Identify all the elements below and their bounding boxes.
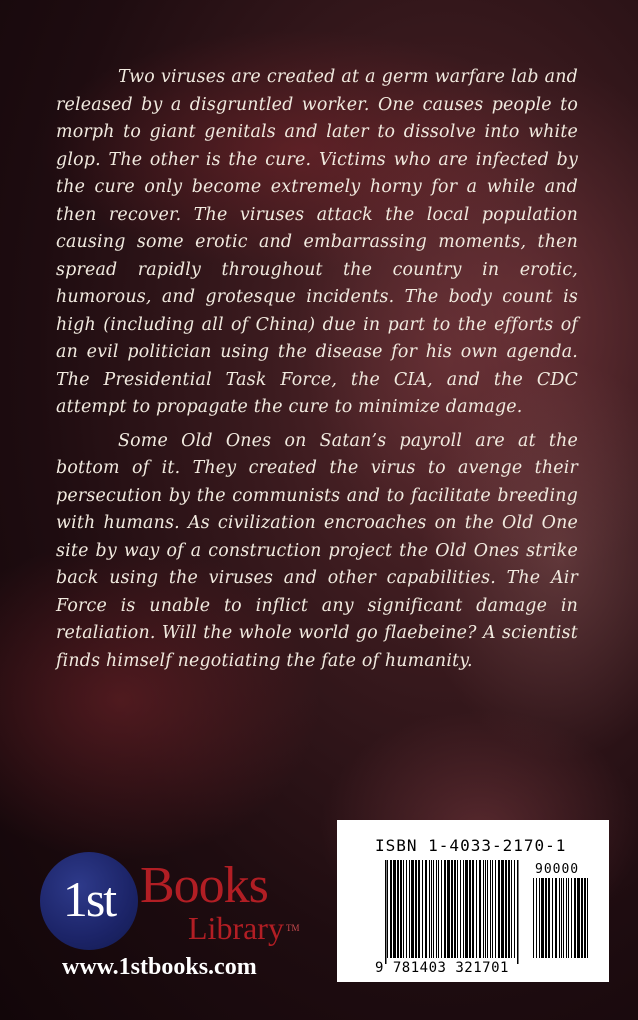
barcode-bar	[393, 860, 396, 958]
barcode-bar	[472, 860, 474, 958]
barcode-panel	[337, 820, 609, 982]
barcode-bar	[447, 860, 450, 958]
barcode-bar	[469, 860, 471, 958]
barcode-bar	[561, 878, 562, 958]
barcode-bar	[563, 878, 564, 958]
barcode-bar	[431, 860, 432, 958]
barcode-bar	[498, 860, 500, 958]
barcode-bar	[545, 878, 547, 958]
barcode-bar	[536, 878, 537, 958]
barcode-bar	[492, 860, 493, 958]
barcode-bar	[490, 860, 491, 958]
barcode-bar	[485, 860, 486, 958]
logo-circle	[40, 852, 138, 950]
barcode-bar	[422, 860, 423, 958]
barcode-bar	[400, 860, 402, 958]
barcode-bars	[337, 820, 609, 982]
barcode-bar	[555, 878, 557, 958]
logo-number: 1st	[62, 871, 116, 927]
barcode-bar	[441, 860, 442, 958]
logo-word: Books	[140, 857, 268, 914]
barcode-bar	[548, 878, 550, 958]
barcode-bar	[495, 860, 496, 958]
barcode-bar	[387, 860, 388, 958]
barcode-bar	[483, 860, 484, 958]
barcode-bar	[397, 860, 399, 958]
barcode-bar	[508, 860, 510, 958]
logo-sub-text: Library	[188, 910, 284, 946]
barcode-bar	[552, 878, 553, 958]
barcode-bar	[541, 878, 544, 958]
barcode-bar	[406, 860, 407, 958]
barcode-bar	[505, 860, 507, 958]
barcode-bar	[514, 860, 515, 958]
barcode-bar	[511, 860, 512, 958]
barcode-bar	[429, 860, 430, 958]
price-addon: 90000	[535, 862, 580, 877]
barcode-bar	[571, 878, 572, 958]
barcode-bar	[463, 860, 464, 958]
barcode-bar	[539, 878, 540, 958]
barcode-bar	[584, 878, 586, 958]
barcode-bar	[415, 860, 417, 958]
barcode-bar	[574, 878, 576, 958]
trademark-mark: TM	[285, 923, 300, 933]
barcode-bar	[411, 860, 414, 958]
logo-sub	[188, 912, 299, 944]
barcode-bar	[501, 860, 504, 958]
back-cover-blurb	[56, 64, 578, 675]
barcode-bar	[533, 878, 534, 958]
barcode-bar	[487, 860, 488, 958]
barcode-guard-bar	[517, 860, 519, 964]
barcode-bar	[418, 860, 420, 958]
barcode-bar	[465, 860, 468, 958]
blurb-paragraph-2: Some Old Ones on Satan’s payroll are at the bottom of it. They created the virus to avenge their persecution by the communists and to facilitate breeding with humans. As civilization encroaches on the Old One site by way of a construction project the Old Ones strike back using the viruses and other capabilities. The Air Force is unable to inflict any significant damage in retaliation. Will the whole world go flaebeine? A scientist finds himself negotiating the fate of humanity.	[56, 430, 578, 671]
barcode-bar	[454, 860, 456, 958]
barcode-bar	[403, 860, 404, 958]
barcode-guard-bar	[385, 860, 387, 964]
barcode-bar	[438, 860, 439, 958]
publisher-logo	[40, 852, 310, 962]
barcode-bar	[479, 860, 481, 958]
isbn-text: ISBN 1-4033-2170-1	[375, 836, 567, 855]
barcode-bar	[390, 860, 392, 958]
barcode-bar	[444, 860, 446, 958]
blurb-paragraph-1: Two viruses are created at a germ warfare lab and released by a disgruntled worker. One causes people to morph to giant genitals and later to dissolve into white glop. The other is the cure. Victims who are infected by the cure only become extremely horny for a while and then recover. The viruses attack the local population causing some erotic and embarrassing moments, then spread rapidly throughout the country in erotic, humorous, and grotesque incidents. The body count is high (including all of China) due in part to the efforts of an evil politician using the disease for his own agenda. The Presidential Task Force, the CIA, and the CDC attempt to propagate the cure to minimize damage.	[56, 67, 578, 417]
barcode-bar	[425, 860, 427, 958]
barcode-bar	[409, 860, 410, 958]
barcode-bar	[587, 878, 588, 958]
barcode-bar	[559, 878, 560, 958]
barcode-bar	[568, 878, 569, 958]
barcode-bar	[457, 860, 458, 958]
ean-number: 9 781403 321701	[375, 960, 509, 976]
barcode-bar	[451, 860, 453, 958]
barcode-bar	[433, 860, 434, 958]
barcode-bar	[476, 860, 477, 958]
barcode-bar	[460, 860, 461, 958]
barcode-bar	[577, 878, 580, 958]
publisher-website[interactable]: www.1stbooks.com	[62, 954, 257, 980]
barcode-bar	[581, 878, 583, 958]
barcode-bar	[436, 860, 437, 958]
barcode-bar	[566, 878, 567, 958]
